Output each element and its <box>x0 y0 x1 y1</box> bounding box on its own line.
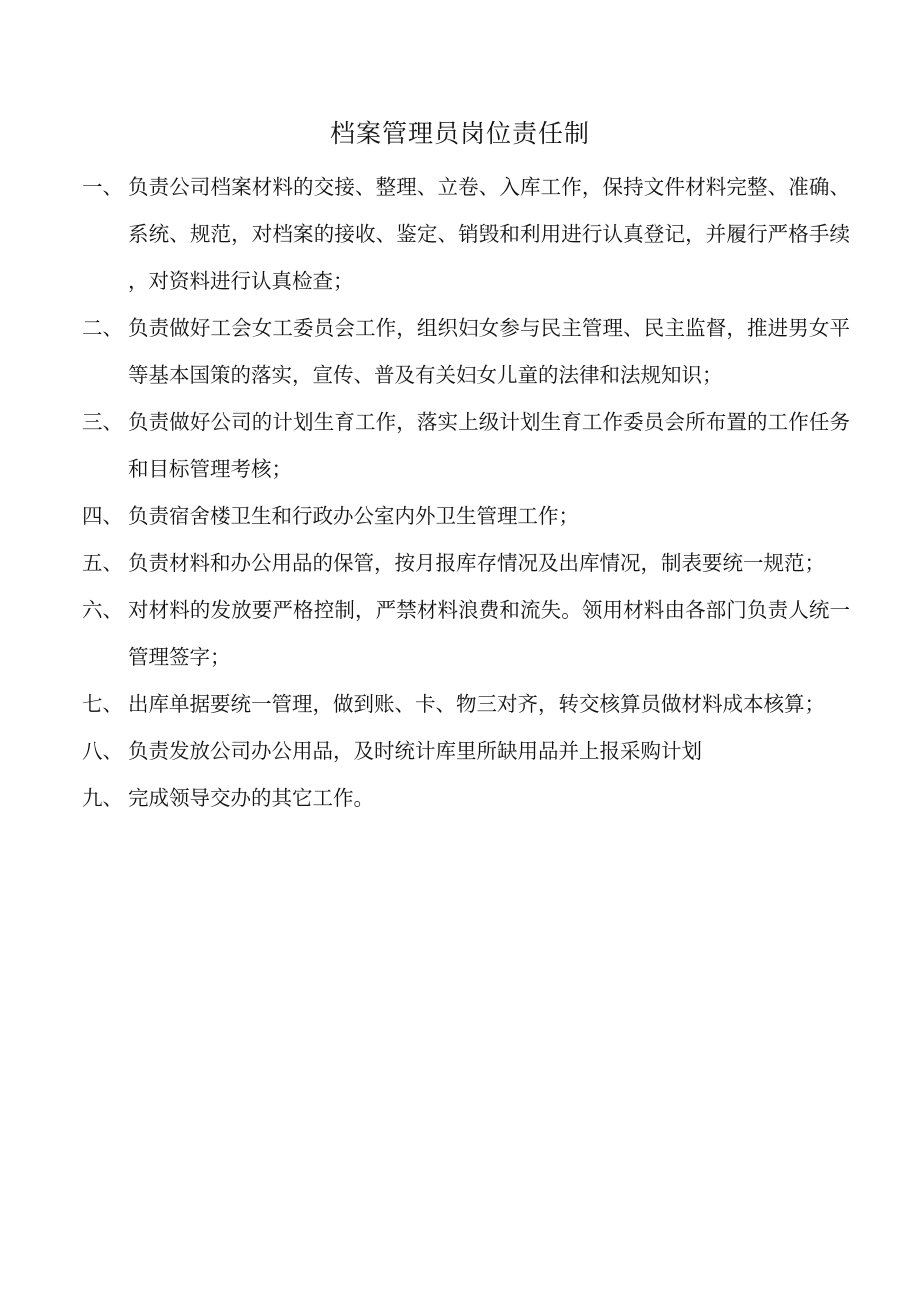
item-text: 负责做好公司的计划生育工作，落实上级计划生育工作委员会所布置的工作任务和目标管理考核； <box>128 410 850 481</box>
item-number: 六、 <box>82 598 123 622</box>
item-number: 八、 <box>82 739 123 763</box>
item-text: 负责做好工会女工委员会工作，组织妇女参与民主管理、民主监督，推进男女平等基本国策的落实，宣传、普及有关妇女儿童的法律和法规知识； <box>128 316 850 387</box>
list-item <box>82 540 850 587</box>
list-item <box>82 305 850 399</box>
responsibility-list <box>82 164 850 822</box>
item-text: 负责材料和办公用品的保管，按月报库存情况及出库情况，制表要统一规范； <box>128 551 825 575</box>
list-item <box>82 587 850 681</box>
list-item <box>82 399 850 493</box>
list-item <box>82 681 850 728</box>
item-number: 一、 <box>82 175 123 199</box>
list-item <box>82 728 850 775</box>
page-title: 档案管理员岗位责任制 <box>329 119 590 148</box>
item-text: 负责公司档案材料的交接、整理、立卷、入库工作，保持文件材料完整、准确、系统、规范，对档案的接收、鉴定、销毁和利用进行认真登记，并履行严格手续，对资料进行认真检查； <box>128 175 850 293</box>
item-text: 对材料的发放要严格控制，严禁材料浪费和流失。领用材料由各部门负责人统一管理签字； <box>128 598 850 669</box>
item-number: 四、 <box>82 504 123 528</box>
item-number: 七、 <box>82 692 123 716</box>
item-text: 负责宿舍楼卫生和行政办公室内外卫生管理工作； <box>128 504 579 528</box>
list-item <box>82 164 850 305</box>
item-number: 五、 <box>82 551 123 575</box>
item-text: 负责发放公司办公用品，及时统计库里所缺用品并上报采购计划 <box>128 739 702 763</box>
list-item <box>82 775 850 822</box>
item-number: 三、 <box>82 410 123 434</box>
list-item <box>82 493 850 540</box>
item-text: 完成领导交办的其它工作。 <box>128 786 374 810</box>
item-text: 出库单据要统一管理，做到账、卡、物三对齐，转交核算员做材料成本核算； <box>128 692 825 716</box>
item-number: 九、 <box>82 786 123 810</box>
item-number: 二、 <box>82 316 123 340</box>
